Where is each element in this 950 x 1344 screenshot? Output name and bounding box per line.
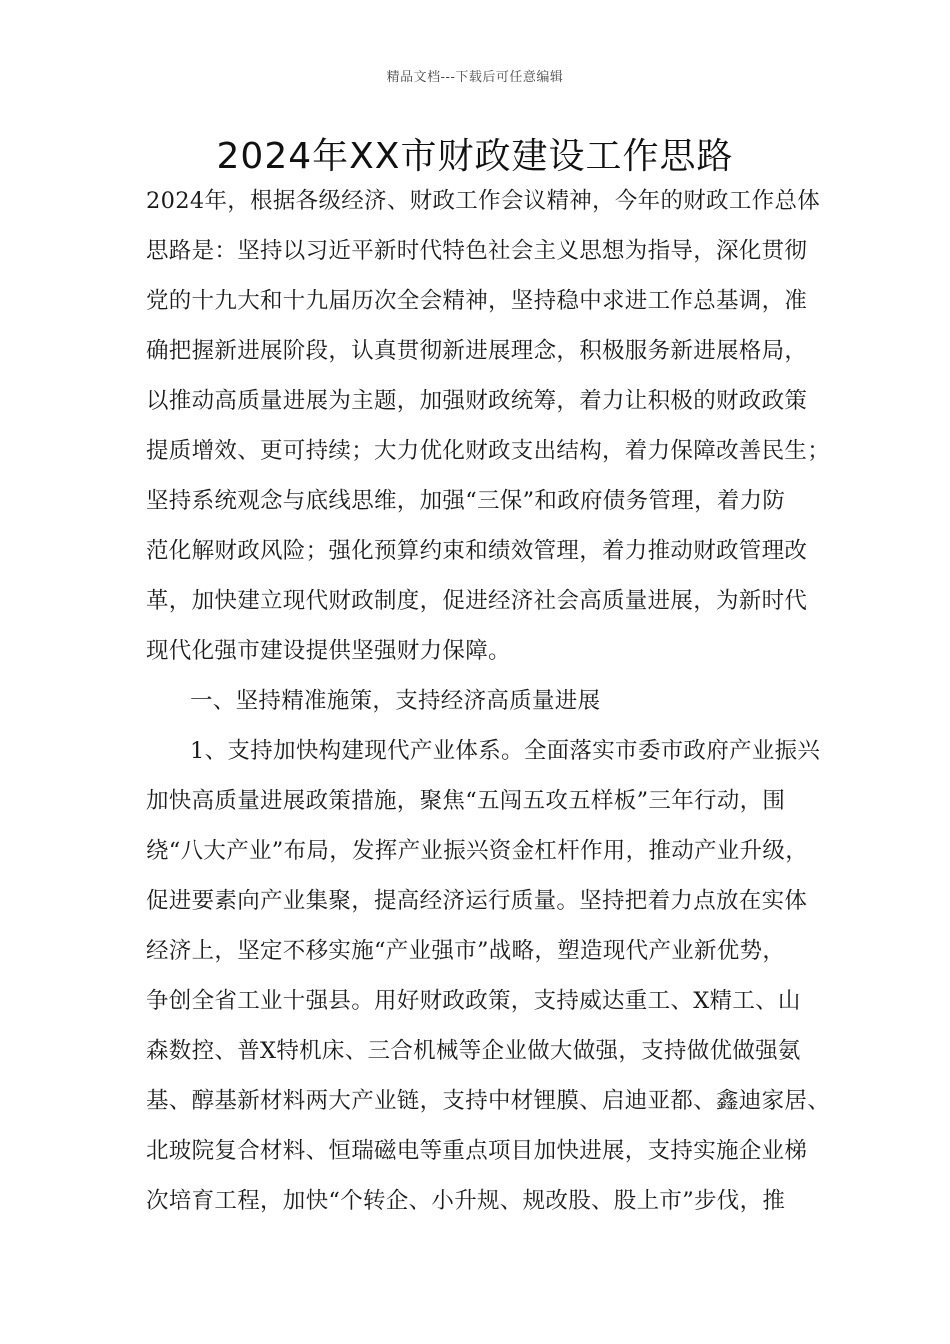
body-line: 次培育工程，加快“个转企、小升规、规改股、股上市”步伐，推 [146, 1188, 786, 1214]
body-line: 绕“八大产业”布局，发挥产业振兴资金杠杆作用，推动产业升级， [146, 838, 809, 864]
body-line: 经济上，坚定不移实施“产业强市”战略，塑造现代产业新优势， [146, 938, 786, 964]
document-body [146, 180, 831, 1230]
section-heading: 一、坚持精准施策，支持经济高质量进展 [190, 688, 601, 714]
body-line: 确把握新进展阶段，认真贯彻新进展理念，积极服务新进展格局， [146, 338, 808, 364]
body-line: 坚持系统观念与底线思维，加强“三保”和政府债务管理，着力防 [146, 488, 786, 514]
body-line: 争创全省工业十强县。用好财政政策，支持威达重工、X精工、山 [146, 988, 801, 1014]
body-line: 基、醇基新材料两大产业链，支持中材锂膜、启迪亚都、鑫迪家居、 [146, 1088, 831, 1114]
body-line: 1、支持加快构建现代产业体系。全面落实市委市政府产业振兴 [190, 738, 821, 764]
body-line: 促进要素向产业集聚，提高经济运行质量。坚持把着力点放在实体 [146, 888, 808, 914]
body-line: 以推动高质量进展为主题，加强财政统筹，着力让积极的财政政策 [146, 388, 808, 414]
body-line: 范化解财政风险；强化预算约束和绩效管理，着力推动财政管理改 [146, 538, 808, 564]
body-line: 森数控、普X特机床、三合机械等企业做大做强，支持做优做强氨 [146, 1038, 801, 1064]
body-line: 革，加快建立现代财政制度，促进经济社会高质量进展，为新时代 [146, 588, 808, 614]
body-line: 思路是：坚持以习近平新时代特色社会主义思想为指导，深化贯彻 [146, 238, 808, 264]
document-title: 2024年XX市财政建设工作思路 [216, 136, 734, 177]
body-line: 2024年，根据各级经济、财政工作会议精神，今年的财政工作总体 [146, 188, 821, 214]
body-line: 加快高质量进展政策措施，聚焦“五闯五攻五样板”三年行动，围 [146, 788, 786, 814]
body-line: 北玻院复合材料、恒瑞磁电等重点项目加快进展，支持实施企业梯 [146, 1138, 808, 1164]
body-line: 现代化强市建设提供坚强财力保障。 [146, 638, 511, 664]
body-line: 党的十九大和十九届历次全会精神，坚持稳中求进工作总基调，准 [146, 288, 808, 314]
body-line: 提质增效、更可持续；大力优化财政支出结构，着力保障改善民生； [146, 438, 831, 464]
header-note: 精品文档---下载后可任意编辑 [386, 70, 564, 85]
